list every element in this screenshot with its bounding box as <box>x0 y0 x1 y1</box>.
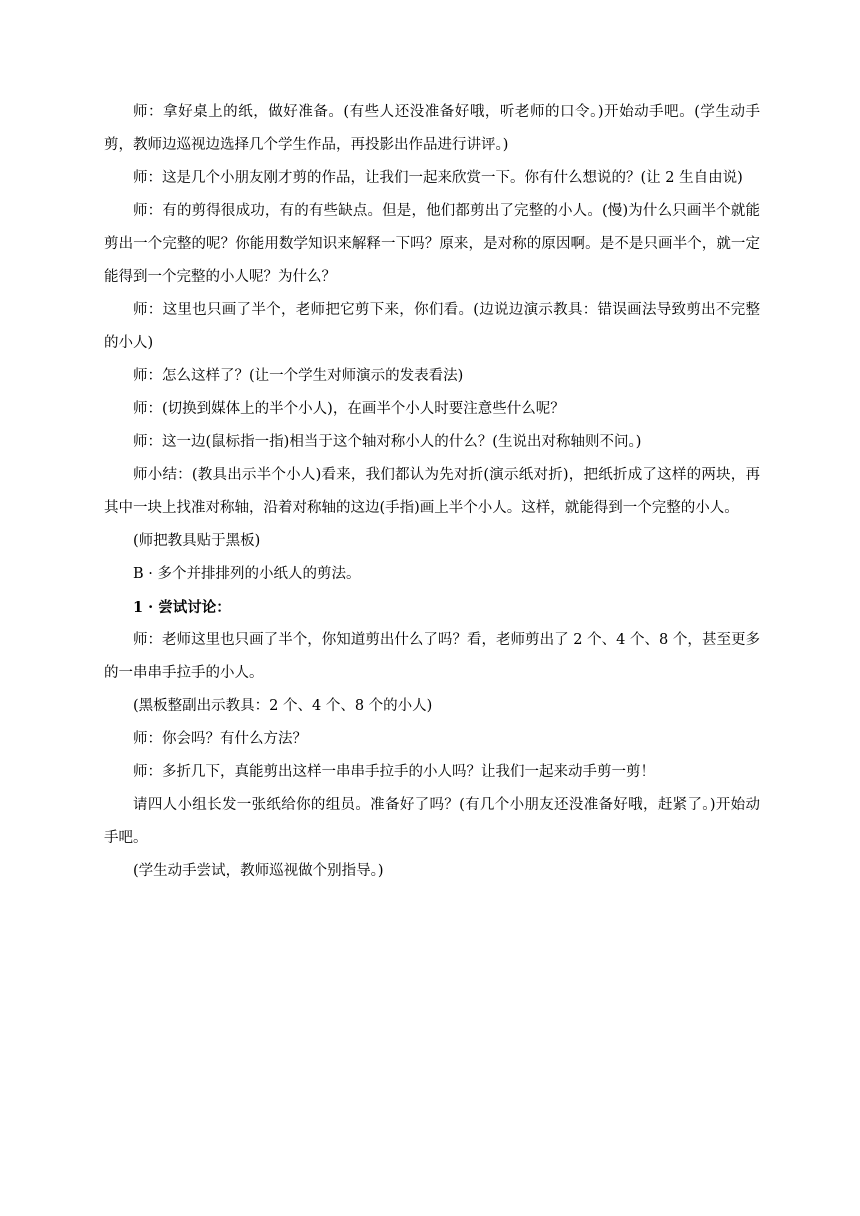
paragraph-14: 师：你会吗？有什么方法？ <box>133 731 307 747</box>
paragraph-17: (学生动手尝试，教师巡视做个别指导。) <box>133 863 384 879</box>
paragraph-15: 师：多折几下，真能剪出这样一串串手拉手的小人吗？让我们一起来动手剪一剪！ <box>133 764 655 780</box>
document-page <box>104 96 760 888</box>
section-heading-b: B · 多个并排排列的小纸人的剪法。 <box>133 566 361 582</box>
paragraph-7: 师：这一边(鼠标指一指)相当于这个轴对称小人的什么？(生说出对称轴则不问。) <box>133 434 642 450</box>
paragraph-12: 师：老师这里也只画了半个，你知道剪出什么了吗？看，老师剪出了 2 个、4 个、8 个，甚至更多的一串串手拉手的小人。 <box>104 632 760 681</box>
paragraph-9: (师把教具贴于黑板) <box>133 533 261 549</box>
paragraph-2: 师：这是几个小朋友刚才剪的作品，让我们一起来欣赏一下。你有什么想说的？(让 2 生自由说) <box>133 170 743 186</box>
paragraph-13: (黑板整副出示教具：2 个、4 个、8 个的小人) <box>133 698 433 714</box>
paragraph-8: 师小结：(教具出示半个小人)看来，我们都认为先对折(演示纸对折)，把纸折成了这样的两块，再其中一块上找准对称轴，沿着对称轴的这边(手指)画上半个小人。这样，就能得到一个完整的小人。 <box>104 467 760 516</box>
paragraph-5: 师：怎么这样了？(让一个学生对师演示的发表看法) <box>133 368 464 384</box>
paragraph-6: 师：(切换到媒体上的半个小人)，在画半个小人时要注意些什么呢？ <box>133 401 565 417</box>
paragraph-1: 师：拿好桌上的纸，做好准备。(有些人还没准备好哦，听老师的口令。)开始动手吧。(学生动手剪，教师边巡视边选择几个学生作品，再投影出作品进行讲评。) <box>104 104 760 153</box>
paragraph-16: 请四人小组长发一张纸给你的组员。准备好了吗？(有几个小朋友还没准备好哦，赶紧了。)开始动手吧。 <box>104 797 760 846</box>
subsection-heading-1: 1 · 尝试讨论： <box>133 599 231 616</box>
paragraph-3: 师：有的剪得很成功，有的有些缺点。但是，他们都剪出了完整的小人。(慢)为什么只画半个就能剪出一个完整的呢？你能用数学知识来解释一下吗？原来，是对称的原因啊。是不是只画半个，就一定能得到一个完整的小人呢？为什么？ <box>104 203 760 285</box>
paragraph-4: 师：这里也只画了半个，老师把它剪下来，你们看。(边说边演示教具：错误画法导致剪出不完整的小人) <box>104 302 760 351</box>
